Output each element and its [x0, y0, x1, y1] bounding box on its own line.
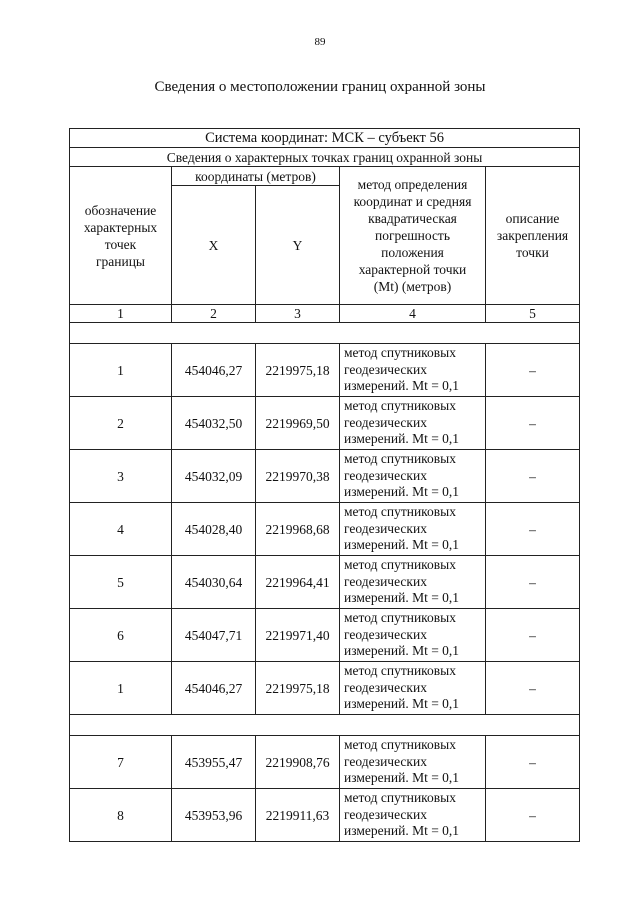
- method-cell: метод спутниковых геодезических измерений. Mt = 0,1: [340, 662, 486, 715]
- table-row: [70, 736, 580, 789]
- point-cell: 1: [70, 344, 172, 397]
- table-row: [70, 503, 580, 556]
- method-cell: метод спутниковых геодезических измерений. Mt = 0,1: [340, 609, 486, 662]
- empty-cell: [70, 715, 580, 736]
- y-coordinate-cell: 2219964,41: [256, 556, 340, 609]
- fixing-description-cell: –: [486, 736, 580, 789]
- table-row: [70, 662, 580, 715]
- point-cell: 6: [70, 609, 172, 662]
- point-cell: 2: [70, 397, 172, 450]
- header-point-designation: обозначение характерных точек границы: [70, 167, 172, 305]
- x-coordinate-cell: 454047,71: [172, 609, 256, 662]
- page-number: 89: [314, 36, 326, 48]
- boundary-points-table: [69, 128, 580, 842]
- fixing-description-cell: –: [486, 397, 580, 450]
- fixing-description-cell: –: [486, 609, 580, 662]
- x-coordinate-cell: 454028,40: [172, 503, 256, 556]
- coordinate-system-header: Система координат: МСК – субъект 56: [70, 129, 580, 148]
- header-x: X: [172, 186, 256, 305]
- column-number: 2: [172, 305, 256, 323]
- method-cell: метод спутниковых геодезических измерений. Mt = 0,1: [340, 344, 486, 397]
- y-coordinate-cell: 2219911,63: [256, 789, 340, 842]
- header-fixing-description: описание закрепления точки: [486, 167, 580, 305]
- fixing-description-cell: –: [486, 556, 580, 609]
- column-number: 1: [70, 305, 172, 323]
- fixing-description-cell: –: [486, 662, 580, 715]
- table-row: [70, 397, 580, 450]
- x-coordinate-cell: 454030,64: [172, 556, 256, 609]
- method-cell: метод спутниковых геодезических измерений. Mt = 0,1: [340, 736, 486, 789]
- x-coordinate-cell: 453953,96: [172, 789, 256, 842]
- table-row: [70, 609, 580, 662]
- table-subtitle: Сведения о характерных точках границ охранной зоны: [70, 148, 580, 167]
- y-coordinate-cell: 2219908,76: [256, 736, 340, 789]
- x-coordinate-cell: 454046,27: [172, 344, 256, 397]
- empty-cell: [70, 323, 580, 344]
- method-cell: метод спутниковых геодезических измерений. Mt = 0,1: [340, 397, 486, 450]
- fixing-description-cell: –: [486, 450, 580, 503]
- y-coordinate-cell: 2219971,40: [256, 609, 340, 662]
- y-coordinate-cell: 2219968,68: [256, 503, 340, 556]
- table-row: [70, 789, 580, 842]
- table-row: [70, 344, 580, 397]
- y-coordinate-cell: 2219969,50: [256, 397, 340, 450]
- header-y: Y: [256, 186, 340, 305]
- method-cell: метод спутниковых геодезических измерений. Mt = 0,1: [340, 789, 486, 842]
- table-row: [70, 556, 580, 609]
- column-number: 4: [340, 305, 486, 323]
- header-method: метод определения координат и средняя квадратическая погрешность положения характерной точки (Mt) (метров): [340, 167, 486, 305]
- column-numbers-row: [70, 305, 580, 323]
- point-cell: 3: [70, 450, 172, 503]
- fixing-description-cell: –: [486, 789, 580, 842]
- x-coordinate-cell: 453955,47: [172, 736, 256, 789]
- point-cell: 5: [70, 556, 172, 609]
- x-coordinate-cell: 454032,50: [172, 397, 256, 450]
- method-cell: метод спутниковых геодезических измерений. Mt = 0,1: [340, 503, 486, 556]
- point-cell: 7: [70, 736, 172, 789]
- column-number: 3: [256, 305, 340, 323]
- group-separator-row: [70, 323, 580, 344]
- point-cell: 8: [70, 789, 172, 842]
- header-coordinates: координаты (метров): [172, 167, 340, 186]
- method-cell: метод спутниковых геодезических измерений. Mt = 0,1: [340, 556, 486, 609]
- method-cell: метод спутниковых геодезических измерений. Mt = 0,1: [340, 450, 486, 503]
- point-cell: 4: [70, 503, 172, 556]
- column-number: 5: [486, 305, 580, 323]
- fixing-description-cell: –: [486, 503, 580, 556]
- point-cell: 1: [70, 662, 172, 715]
- document-title: Сведения о местоположении границ охранной зоны: [154, 79, 486, 95]
- x-coordinate-cell: 454046,27: [172, 662, 256, 715]
- group-separator-row: [70, 715, 580, 736]
- y-coordinate-cell: 2219970,38: [256, 450, 340, 503]
- x-coordinate-cell: 454032,09: [172, 450, 256, 503]
- fixing-description-cell: –: [486, 344, 580, 397]
- y-coordinate-cell: 2219975,18: [256, 344, 340, 397]
- table-row: [70, 450, 580, 503]
- y-coordinate-cell: 2219975,18: [256, 662, 340, 715]
